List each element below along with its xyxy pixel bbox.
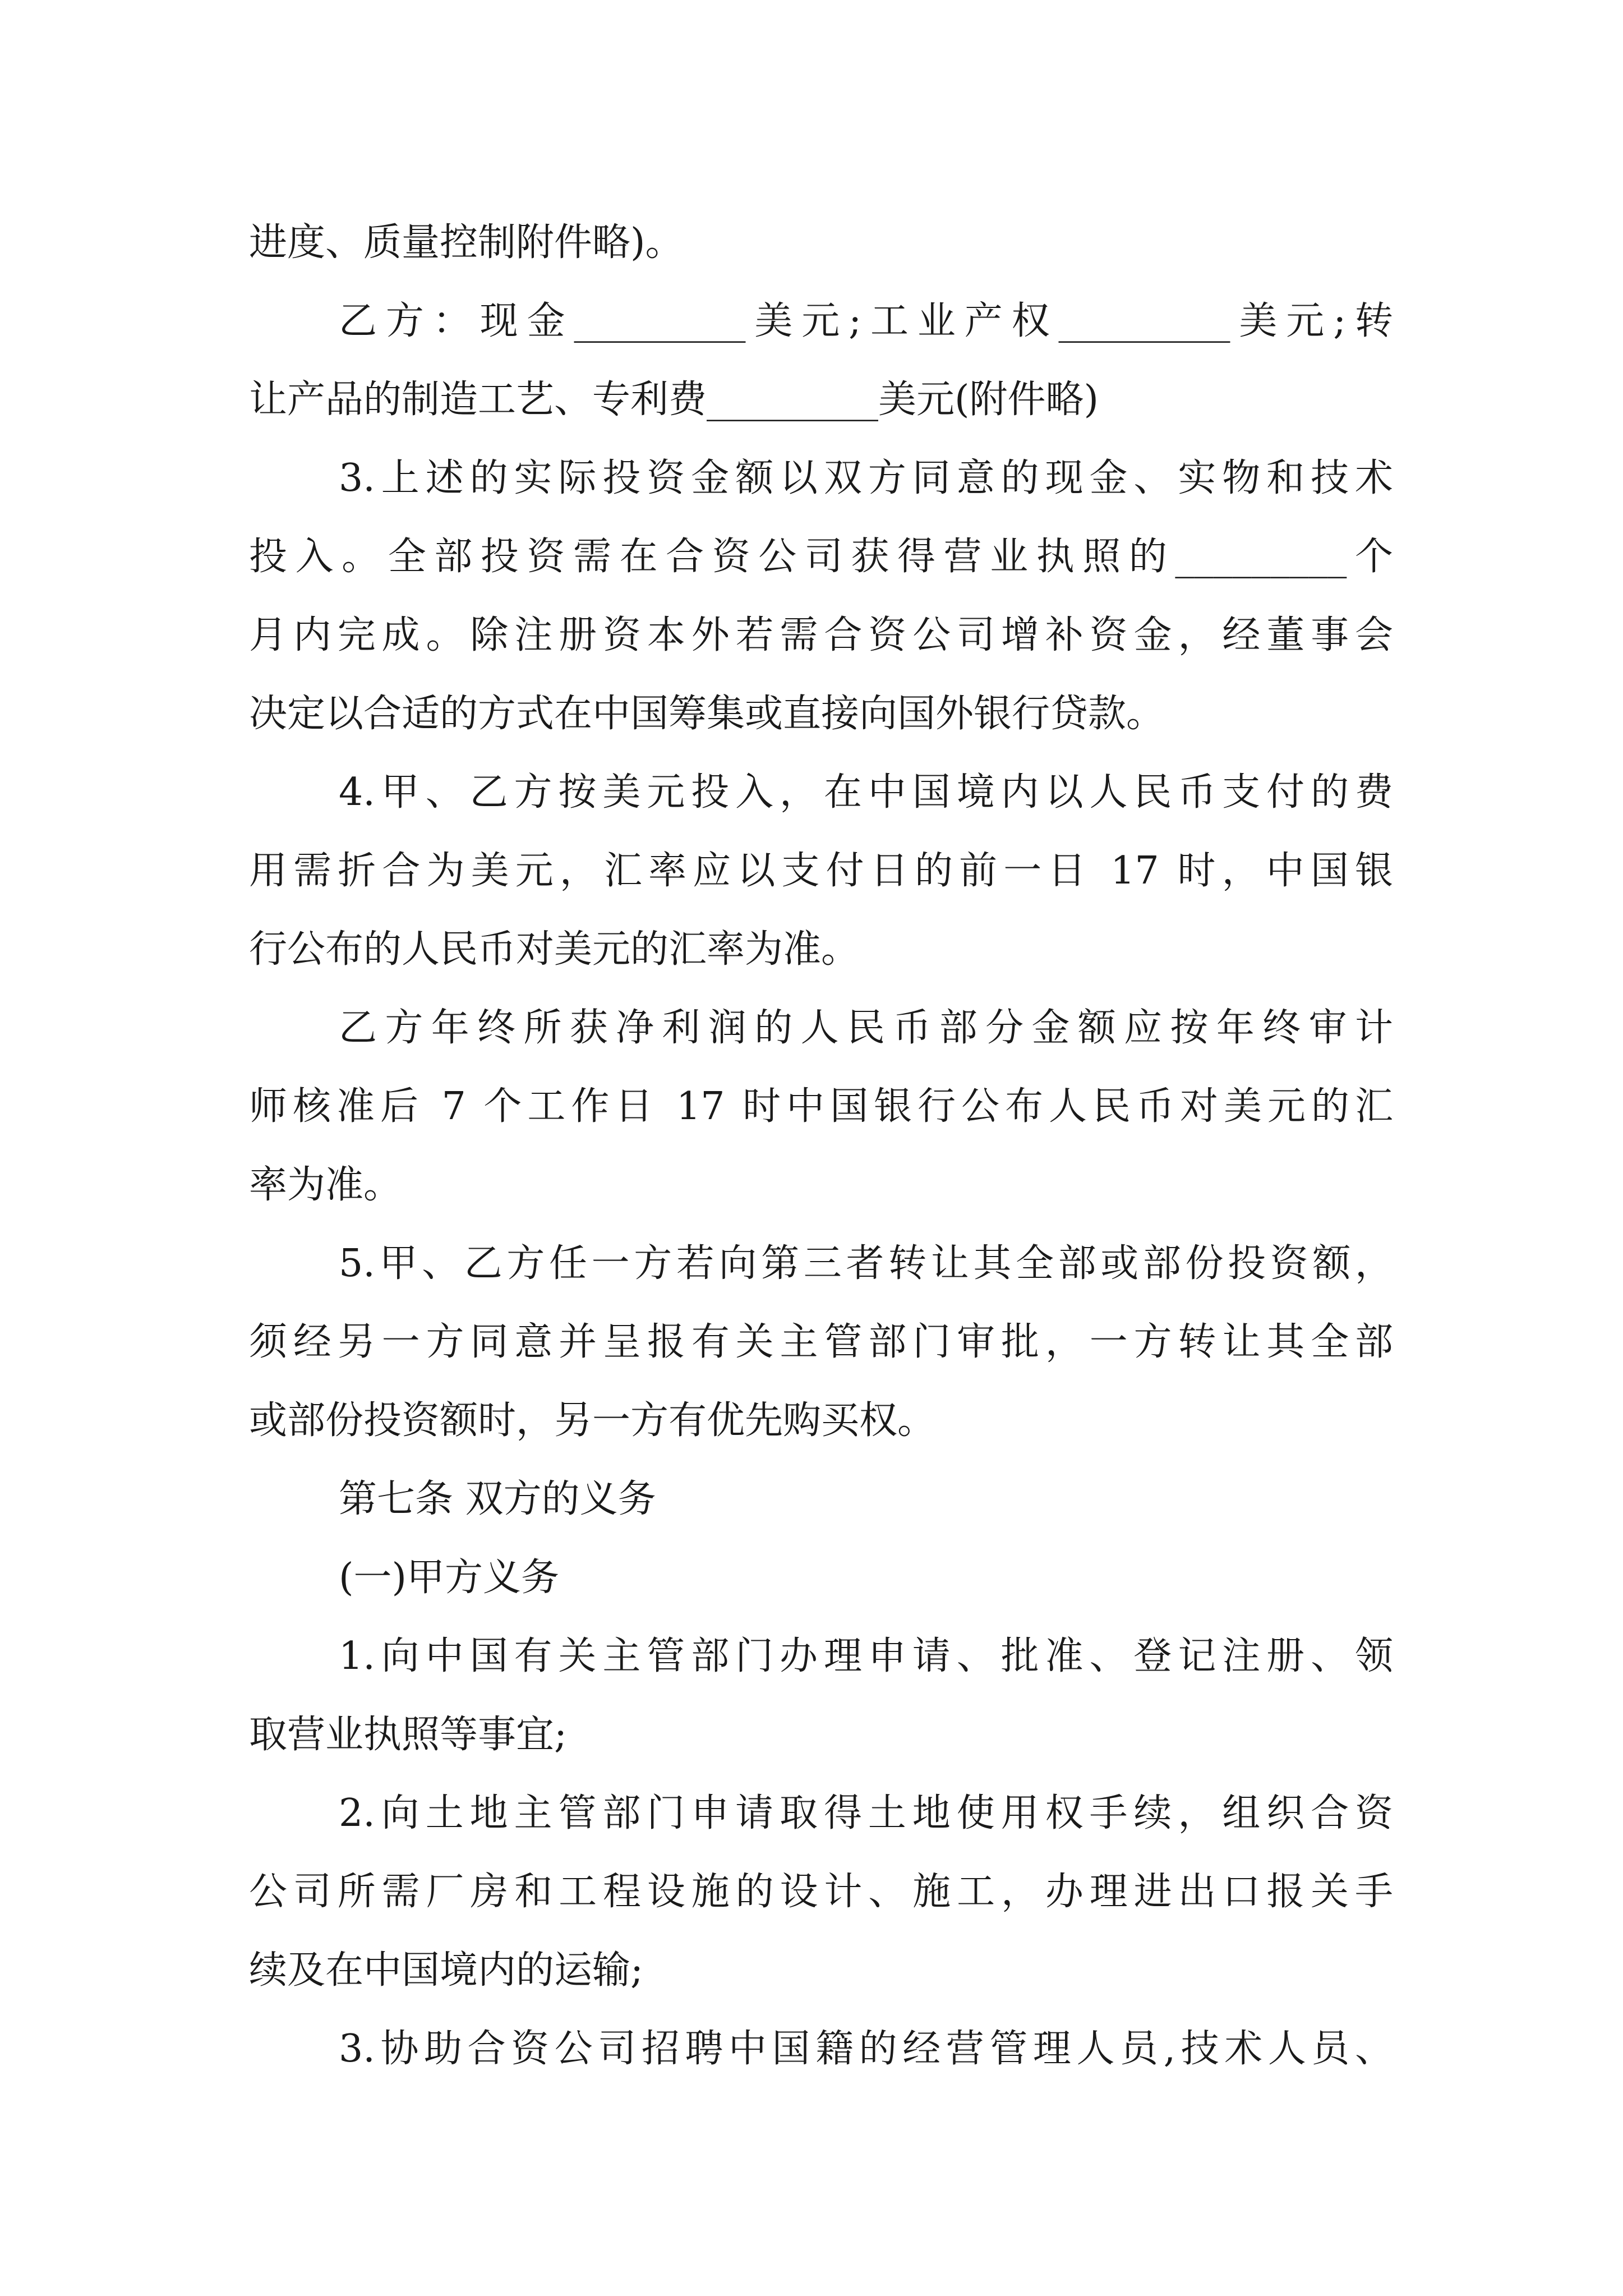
text-line: 月内完成。除注册资本外若需合资公司增补资金，经董事会 — [249, 613, 1393, 657]
text-line: 率为准。 — [249, 1163, 402, 1207]
text-line: 或部份投资额时，另一方有优先购买权。 — [249, 1398, 936, 1443]
text-line: 用需折合为美元，汇率应以支付日的前一日 17 时，中国银 — [249, 849, 1393, 893]
text-line: 取营业执照等事宜; — [249, 1713, 567, 1757]
text-line: 须经另一方同意并呈报有关主管部门审批，一方转让其全部 — [249, 1320, 1393, 1364]
text-line: 师核准后 7 个工作日 17 时中国银行公布人民币对美元的汇 — [249, 1084, 1393, 1129]
subsection-heading: (一)甲方义务 — [339, 1556, 560, 1600]
text-line: 让产品的制造工艺、专利费_________美元(附件略) — [249, 378, 1099, 422]
text-line: 乙方：现金_________美元;工业产权_________美元;转 — [339, 299, 1393, 343]
text-line: 公司所需厂房和工程设施的设计、施工，办理进出口报关手 — [249, 1870, 1393, 1914]
text-line: 5.甲、乙方任一方若向第三者转让其全部或部份投资额， — [339, 1241, 1393, 1286]
text-line: 乙方年终所获净利润的人民币部分金额应按年终审计 — [339, 1006, 1393, 1050]
text-line: 4.甲、乙方按美元投入，在中国境内以人民币支付的费 — [339, 770, 1393, 815]
text-line: 2.向土地主管部门申请取得土地使用权手续，组织合资 — [339, 1791, 1393, 1835]
text-line: 3.上述的实际投资金额以双方同意的现金、实物和技术 — [339, 456, 1393, 500]
text-line: 进度、质量控制附件略)。 — [249, 220, 684, 265]
text-line: 1.向中国有关主管部门办理申请、批准、登记注册、领 — [339, 1634, 1393, 1678]
text-line: 决定以合适的方式在中国筹集或直接向国外银行贷款。 — [249, 692, 1165, 736]
section-heading: 第七条 双方的义务 — [339, 1477, 656, 1521]
text-line: 行公布的人民币对美元的汇率为准。 — [249, 927, 860, 972]
text-line: 投入。全部投资需在合资公司获得营业执照的_________个 — [249, 535, 1393, 579]
text-line: 3.协助合资公司招聘中国籍的经营管理人员,技术人员、 — [339, 2027, 1393, 2071]
text-line: 续及在中国境内的运输; — [249, 1948, 643, 1993]
